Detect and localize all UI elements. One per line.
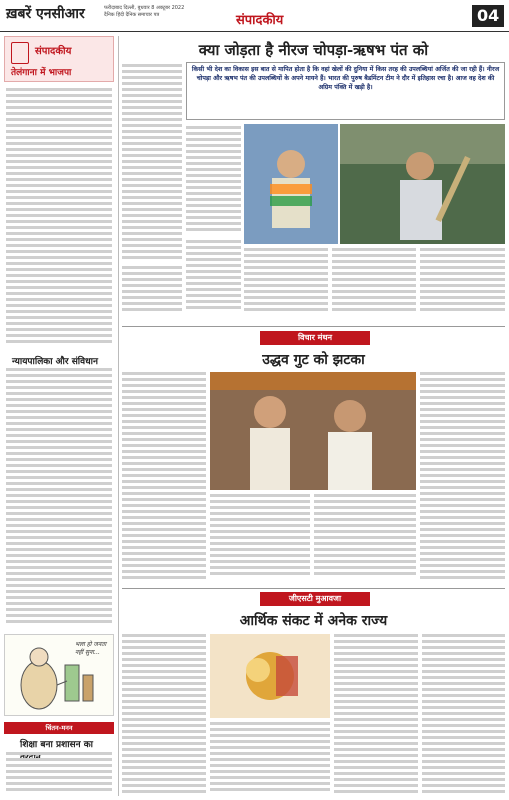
middle-column-1 — [122, 372, 206, 582]
editorial-label: संपादकीय — [35, 46, 72, 57]
article-education-body — [6, 752, 112, 796]
middle-column-2 — [210, 494, 310, 582]
standfirst-box — [186, 62, 505, 120]
bottom-column-2 — [210, 722, 330, 796]
gst-band: जीएसटी मुआवजा — [260, 592, 370, 606]
middle-column-3 — [314, 494, 416, 582]
vichar-manthan-band: विचार मंथन — [260, 331, 370, 345]
editorial-box — [4, 36, 114, 82]
article-judiciary-body — [6, 368, 112, 628]
pen-icon — [11, 42, 29, 64]
athlete-figure-2 — [340, 124, 505, 244]
main-column-2b — [186, 240, 241, 320]
photo-gst — [210, 634, 330, 718]
dateline — [104, 5, 184, 19]
section-divider-2 — [122, 588, 505, 589]
left-column — [4, 36, 114, 796]
photo-uddhav — [210, 372, 416, 490]
cartoon — [4, 634, 114, 716]
section-divider-1 — [122, 326, 505, 327]
main-column-3 — [244, 248, 328, 320]
headline-telangana: तेलंगाना में भाजपा — [11, 68, 72, 78]
gst-illustration — [210, 634, 330, 718]
bottom-column-1 — [122, 634, 206, 796]
masthead — [0, 0, 509, 32]
headline-judiciary: न्यायपालिका और संविधान — [12, 357, 98, 367]
main-column-1b — [122, 266, 182, 320]
main-column-4 — [332, 248, 416, 320]
headline-education: शिक्षा बना प्रशासन का — [20, 740, 93, 750]
standfirst: किसी भी देश का विकास इस बात से मापित होता है कि वहां खेलों की दुनिया में किस तरह की उपलब्धियां अर्जित की जा रही हैं। नीरज चोपड़ा और ऋषभ पंत की उपलब्धियों के अपने मायने हैं। भारत की पुरुष बैडमिंटन टीम ने दौर में इतिहास रचा है। आज वह देश की अग्रिम पंक्ति में खड़ी है। — [191, 66, 500, 91]
chintan-label: चिंतन-मनन — [45, 724, 73, 732]
middle-headline: उद्धव गुट को झटका — [262, 352, 365, 368]
cartoon-caption: भला हो जनता नहीं सुना... — [75, 641, 107, 656]
brand-logo: ख़बरें एनसीआर — [6, 6, 85, 22]
chintan-band — [4, 722, 114, 734]
dateline-primary: फरीदाबाद दिल्ली, बुधवार 8 अक्टूबर 2022 — [104, 5, 185, 11]
bottom-headline: आर्थिक संकट में अनेक राज्य — [239, 613, 388, 629]
main-headline: क्या जोड़ता है नीरज चोपड़ा-ऋषभ पंत को — [198, 41, 429, 59]
section-title: संपादकीय — [236, 13, 284, 28]
bottom-column-4 — [422, 634, 505, 796]
article-telangana-body — [6, 88, 112, 348]
main-column-1 — [122, 64, 182, 264]
bottom-column-3 — [334, 634, 418, 796]
main-column-5 — [420, 248, 505, 320]
athlete-figure-1 — [244, 124, 338, 244]
politician-figures — [210, 372, 416, 490]
dateline-secondary: दैनिक हिंदी दैनिक समाचार पत्र — [104, 12, 160, 18]
main-column-2 — [186, 126, 241, 236]
page-number: 04 — [472, 5, 504, 27]
column-divider — [118, 36, 119, 796]
photo-rishabh-pant — [340, 124, 505, 244]
middle-column-4 — [420, 372, 505, 582]
photo-neeraj-chopra — [244, 124, 338, 244]
